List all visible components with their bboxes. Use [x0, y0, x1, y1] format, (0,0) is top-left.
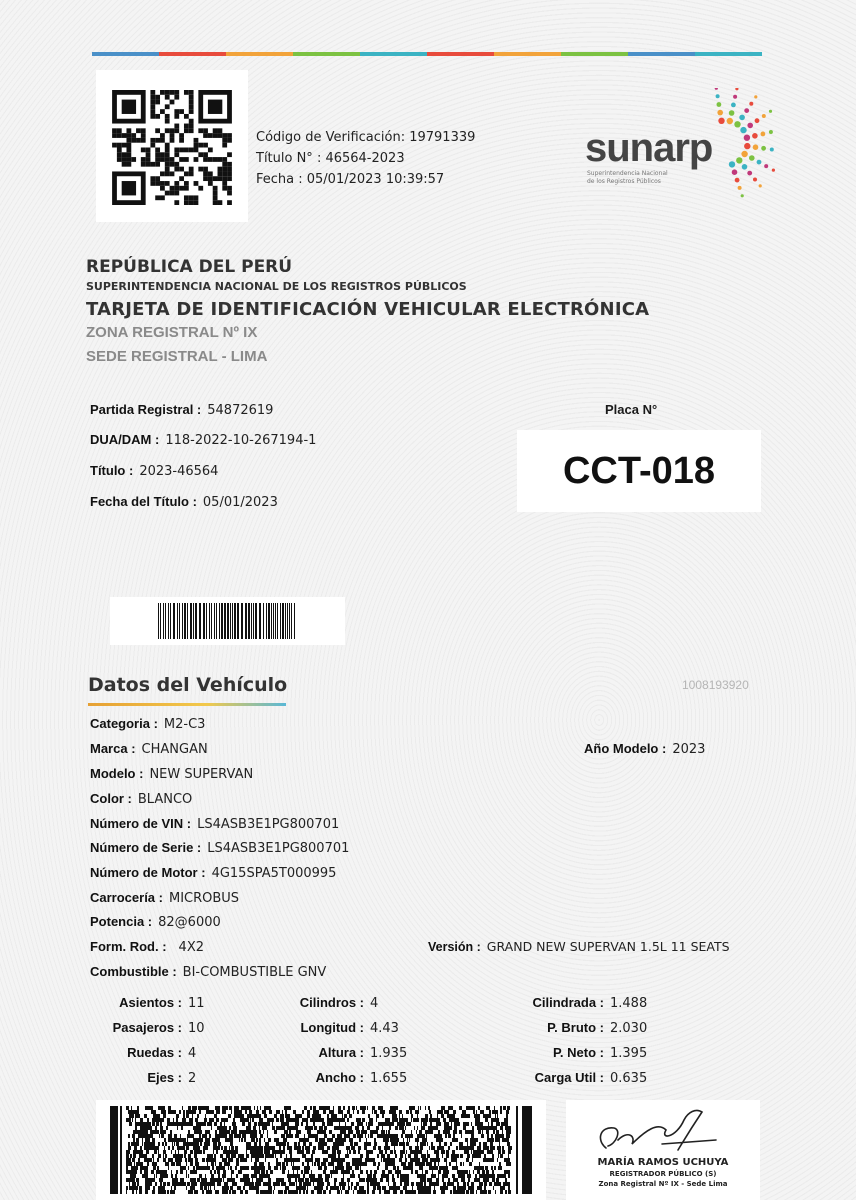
color-field: [90, 791, 192, 807]
carroceria-label: Carrocería :: [90, 890, 163, 905]
combustible-value: BI-COMBUSTIBLE GNV: [182, 965, 327, 980]
titulo-field: [90, 463, 218, 479]
form-rod-field: [90, 939, 204, 955]
sunarp-logo: [585, 88, 775, 198]
version-label: Versión :: [428, 940, 481, 954]
registrar-title: REGISTRADOR PÚBLICO (S): [609, 1170, 717, 1178]
plate-box: [517, 430, 761, 512]
dua-value: 118-2022-10-267194-1: [165, 433, 317, 448]
serie-label: Número de Serie :: [90, 840, 202, 855]
seat-heading: SEDE REGISTRAL - LIMA: [86, 348, 268, 365]
titulo-label: Título :: [90, 463, 134, 478]
serie-field: [90, 840, 349, 856]
spec-ruedas: [90, 1045, 196, 1061]
form-rod-label: Form. Rod. :: [90, 939, 167, 954]
logo-subtitle-line2: de los Registros Públicos: [587, 178, 661, 185]
spec-label: Cilindros :: [299, 995, 364, 1010]
issue-date: Fecha : 05/01/2023 10:39:57: [256, 172, 445, 187]
spec-value: 1.655: [370, 1071, 408, 1086]
marca-label: Marca :: [90, 741, 136, 756]
titulo-value: 2023-46564: [139, 464, 219, 479]
spec-value: 1.395: [610, 1046, 648, 1061]
motor-field: [90, 865, 336, 881]
modelo-value: NEW SUPERVAN: [149, 767, 254, 782]
color-bar-segment: [427, 52, 494, 56]
motor-label: Número de Motor :: [90, 865, 206, 880]
barcode: [110, 597, 345, 645]
vin-label: Número de VIN :: [90, 816, 192, 831]
color-bar: [92, 52, 762, 56]
spec-value: 4.43: [370, 1021, 399, 1036]
spec-label: Pasajeros :: [112, 1020, 182, 1035]
pdf417-icon: [110, 1106, 532, 1194]
country-heading: REPÚBLICA DEL PERÚ: [86, 257, 293, 277]
partida-label: Partida Registral :: [90, 402, 202, 417]
spec-label: P. Neto :: [552, 1045, 604, 1060]
potencia-value: 82@6000: [158, 915, 221, 930]
spec-asientos: [90, 995, 205, 1011]
color-bar-segment: [494, 52, 561, 56]
marca-value: CHANGAN: [141, 742, 208, 757]
spec-label: Ejes :: [147, 1070, 182, 1085]
spec-label: Carga Util :: [534, 1070, 604, 1085]
spec-carga-util: [500, 1070, 647, 1086]
qr-code-icon: [112, 90, 232, 205]
spec-ancho: [270, 1070, 407, 1086]
verification-code: Código de Verificación: 19791339: [256, 130, 476, 145]
modelo-label: Modelo :: [90, 766, 144, 781]
spec-value: 10: [188, 1021, 205, 1036]
spec-value: 4: [370, 996, 379, 1011]
version-field: [428, 939, 730, 954]
carroceria-value: MICROBUS: [168, 891, 240, 906]
color-value: BLANCO: [137, 792, 193, 807]
marca-field: [90, 741, 208, 757]
spec-value: 0.635: [610, 1071, 648, 1086]
logo-subtitle-line1: Superintendencia Nacional: [587, 170, 668, 177]
color-bar-segment: [628, 52, 695, 56]
plate-label: Placa N°: [605, 402, 658, 417]
signature-icon: [566, 1100, 760, 1160]
signature-block: [566, 1100, 760, 1200]
form-rod-value: 4X2: [178, 940, 204, 955]
qr-code: [96, 70, 248, 222]
verification-block: [256, 127, 475, 190]
barcode-icon: [158, 603, 298, 639]
agency-heading: SUPERINTENDENCIA NACIONAL DE LOS REGISTROS PÚBLICOS: [86, 280, 467, 293]
spec-label: Asientos :: [119, 995, 182, 1010]
zone-heading: ZONA REGISTRAL Nº IX: [86, 324, 258, 341]
plate-number: CCT-018: [562, 449, 716, 492]
logo-subtitle: [587, 170, 668, 186]
modelo-field: [90, 766, 253, 782]
categoria-value: M2-C3: [163, 717, 206, 732]
dua-field: [90, 432, 316, 448]
anio-field: [584, 741, 705, 757]
serie-value: LS4ASB3E1PG800701: [207, 841, 350, 856]
version-value: GRAND NEW SUPERVAN 1.5L 11 SEATS: [486, 939, 730, 954]
potencia-label: Potencia :: [90, 914, 153, 929]
registrar-office: Zona Registral Nº IX - Sede Lima: [598, 1180, 728, 1188]
motor-value: 4G15SPA5T000995: [211, 866, 337, 881]
spec-value: 1.488: [610, 996, 648, 1011]
color-bar-segment: [695, 52, 762, 56]
spec-altura: [270, 1045, 407, 1061]
spec-p-bruto: [500, 1020, 647, 1036]
document-title: TARJETA DE IDENTIFICACIÓN VEHICULAR ELECTRÓNICA: [86, 299, 650, 320]
registrar-name: MARÍA RAMOS UCHUYA: [597, 1157, 729, 1168]
color-bar-segment: [293, 52, 360, 56]
vin-field: [90, 816, 339, 832]
logo-wordmark: sunarp: [585, 126, 713, 170]
color-bar-segment: [226, 52, 293, 56]
color-bar-segment: [561, 52, 628, 56]
carroceria-field: [90, 890, 239, 906]
spec-value: 2.030: [610, 1021, 648, 1036]
spec-label: Ruedas :: [127, 1045, 182, 1060]
spec-value: 4: [188, 1046, 197, 1061]
serial-number: 1008193920: [682, 678, 749, 692]
color-bar-segment: [360, 52, 427, 56]
spec-label: Cilindrada :: [532, 995, 604, 1010]
spec-label: Altura :: [318, 1045, 364, 1060]
categoria-field: [90, 716, 205, 732]
potencia-field: [90, 914, 221, 930]
spec-cilindrada: [500, 995, 647, 1011]
vehicle-section-title: Datos del Vehículo: [88, 674, 288, 696]
spec-value: 2: [188, 1071, 197, 1086]
spec-ejes: [90, 1070, 196, 1086]
fecha-titulo-label: Fecha del Título :: [90, 494, 197, 509]
fecha-titulo-value: 05/01/2023: [202, 495, 278, 510]
spec-value: 11: [188, 996, 205, 1011]
anio-value: 2023: [672, 742, 706, 757]
combustible-field: [90, 964, 326, 980]
combustible-label: Combustible :: [90, 964, 177, 979]
categoria-label: Categoria :: [90, 716, 158, 731]
spec-p-neto: [500, 1045, 647, 1061]
color-bar-segment: [159, 52, 226, 56]
spec-pasajeros: [90, 1020, 205, 1036]
spec-longitud: [270, 1020, 399, 1036]
anio-label: Año Modelo :: [584, 741, 667, 756]
title-number: Título N° : 46564-2023: [256, 151, 405, 166]
color-label: Color :: [90, 791, 132, 806]
vin-value: LS4ASB3E1PG800701: [197, 817, 340, 832]
spec-label: P. Bruto :: [547, 1020, 604, 1035]
fecha-titulo-field: [90, 494, 278, 510]
partida-value: 54872619: [207, 403, 274, 418]
spec-cilindros: [270, 995, 378, 1011]
section-underline: [88, 703, 286, 706]
spec-label: Longitud :: [300, 1020, 364, 1035]
dua-label: DUA/DAM :: [90, 432, 160, 447]
color-bar-segment: [92, 52, 159, 56]
partida-field: [90, 402, 273, 418]
spec-value: 1.935: [370, 1046, 408, 1061]
pdf417-code: [96, 1100, 546, 1200]
spec-label: Ancho :: [315, 1070, 364, 1085]
